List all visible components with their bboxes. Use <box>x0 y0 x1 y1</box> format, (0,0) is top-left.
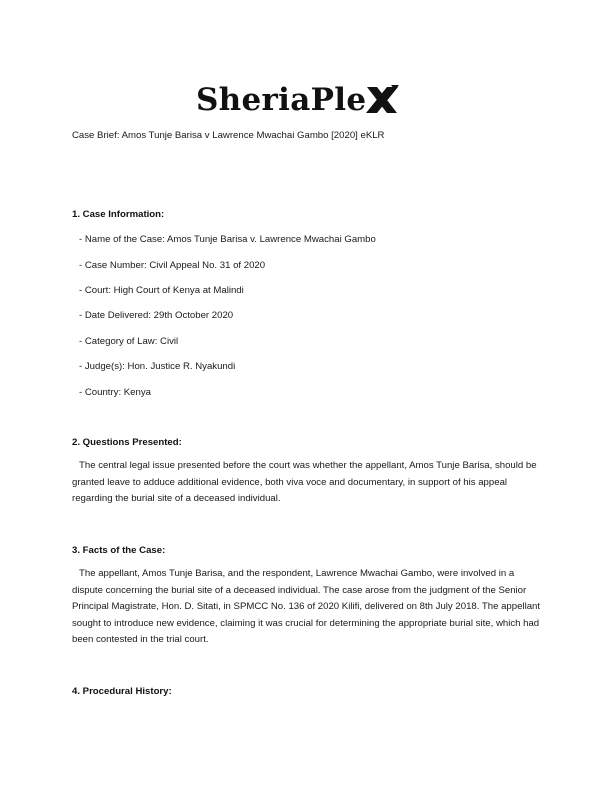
case-number-item: - Case Number: Civil Appeal No. 31 of 2020 <box>79 260 266 271</box>
section-heading-facts: 3. Facts of the Case: <box>72 545 166 556</box>
country-item: - Country: Kenya <box>79 387 151 398</box>
section-heading-procedural: 4. Procedural History: <box>72 686 172 697</box>
date-delivered-item: - Date Delivered: 29th October 2020 <box>79 310 234 321</box>
judges-item: - Judge(s): Hon. Justice R. Nyakundi <box>79 361 236 372</box>
category-item: - Category of Law: Civil <box>79 336 179 347</box>
questions-paragraph: The central legal issue presented before the court was whether the appellant, Amos Tunje Barisa, should be granted leave to adduce additional evidence, both viva voce and documentary, in support of his appeal regarding the burial site of a deceased individual. <box>72 460 537 504</box>
sheriaplex-logo <box>196 80 420 120</box>
section-heading-questions: 2. Questions Presented: <box>72 437 182 448</box>
section-heading-case-info: 1. Case Information: <box>72 209 165 220</box>
case-name-item: - Name of the Case: Amos Tunje Barisa v. Lawrence Mwachai Gambo <box>79 234 376 245</box>
document-title: Case Brief: Amos Tunje Barisa v Lawrence Mwachai Gambo [2020] eKLR <box>72 130 385 141</box>
x-mark-icon <box>365 83 399 117</box>
logo-text: SheriaPle <box>196 81 367 118</box>
court-item: - Court: High Court of Kenya at Malindi <box>79 285 244 296</box>
facts-paragraph: The appellant, Amos Tunje Barisa, and the respondent, Lawrence Mwachai Gambo, were involved in a dispute concerning the burial site of a deceased individual. The case arose from the judgment of the Senior Principal Magistrate, Hon. D. Sitati, in SPMCC No. 136 of 2020 Kilifi, delivered on 8th July 2018. The appellant sought to introduce new evidence, claiming it was crucial for determining the appropriate burial site, which had been contested in the trial court. <box>72 568 541 645</box>
